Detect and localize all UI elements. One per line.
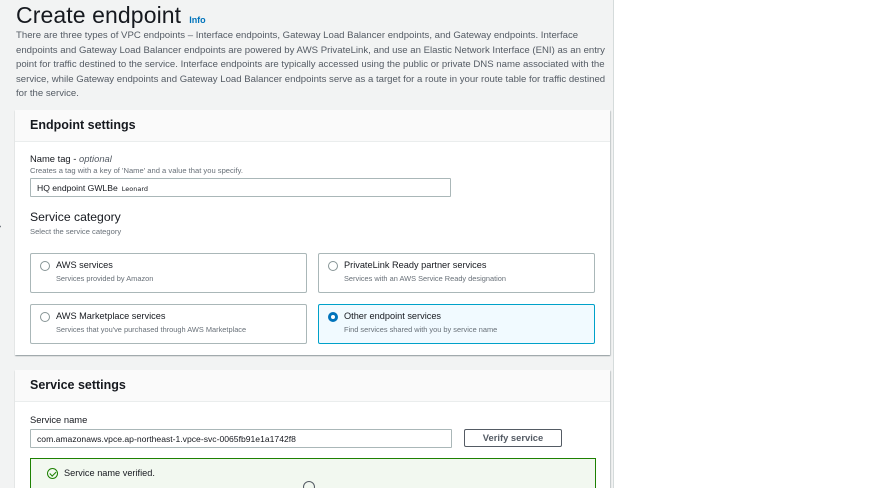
service-option-other-endpoint[interactable] bbox=[318, 304, 595, 344]
name-tag-value: HQ endpoint GWLBe bbox=[37, 183, 118, 193]
service-option-aws-services[interactable] bbox=[30, 253, 307, 293]
name-tag-input[interactable] bbox=[30, 178, 451, 197]
collapse-arrow-icon[interactable] bbox=[0, 222, 1, 232]
mouse-cursor-icon bbox=[303, 481, 315, 488]
title-row bbox=[16, 2, 206, 29]
option-description: Services with an AWS Service Ready designation bbox=[344, 274, 506, 283]
name-tag-label-text: Name tag - bbox=[30, 153, 79, 164]
page-description: There are three types of VPC endpoints – Interface endpoints, Gateway Load Balancer endpoints, and Gateway endpoints. Interface endpoints and Gateway Load Balancer endpoints are powered by AWS PrivateLink, and use an Elastic Network Interface (ENI) as an entry point for traffic destined to the service. Interface endpoints are typically accessed using the public or private DNS name associated with the service, while Gateway endpoints and Gateway Load Balancer endpoints serve as a target for a route in your route table for traffic destined for the service. bbox=[16, 30, 606, 100]
optional-label: optional bbox=[78, 153, 112, 164]
service-category-title: Service category bbox=[30, 210, 121, 224]
endpoint-settings-title: Endpoint settings bbox=[30, 118, 136, 132]
service-category-description: Select the service category bbox=[30, 227, 122, 236]
radio-aws-services[interactable] bbox=[40, 261, 50, 271]
name-tag-label bbox=[30, 153, 112, 164]
blank-area bbox=[614, 0, 880, 488]
page-title: Create endpoint bbox=[16, 2, 182, 28]
check-circle-icon bbox=[47, 468, 58, 479]
option-description: Services provided by Amazon bbox=[56, 274, 154, 283]
option-title: AWS Marketplace services bbox=[56, 311, 166, 321]
radio-aws-marketplace[interactable] bbox=[40, 312, 50, 322]
service-settings-panel bbox=[15, 370, 610, 488]
radio-other-endpoint[interactable] bbox=[328, 312, 338, 322]
name-tag-annotation: Leonard bbox=[121, 185, 149, 193]
radio-privatelink-partner[interactable] bbox=[328, 261, 338, 271]
option-description: Services that you've purchased through AWS Marketplace bbox=[56, 325, 247, 334]
service-name-input[interactable] bbox=[30, 429, 452, 448]
service-option-aws-marketplace[interactable] bbox=[30, 304, 307, 344]
name-tag-description: Creates a tag with a key of 'Name' and a value that you specify. bbox=[30, 166, 243, 175]
endpoint-settings-header bbox=[15, 110, 610, 142]
verify-service-button[interactable]: Verify service bbox=[464, 429, 562, 447]
service-name-value: com.amazonaws.vpce.ap-northeast-1.vpce-svc-0065fb91e1a1742f8 bbox=[37, 434, 296, 444]
service-settings-title: Service settings bbox=[30, 378, 126, 392]
option-title: Other endpoint services bbox=[344, 311, 442, 321]
option-title: AWS services bbox=[56, 260, 113, 270]
option-title: PrivateLink Ready partner services bbox=[344, 260, 487, 270]
option-description: Find services shared with you by service name bbox=[344, 325, 498, 334]
service-option-privatelink-partner[interactable] bbox=[318, 253, 595, 293]
info-link[interactable]: Info bbox=[189, 15, 206, 25]
verified-message: Service name verified. bbox=[64, 468, 155, 478]
endpoint-settings-panel bbox=[15, 110, 610, 355]
service-settings-header bbox=[15, 370, 610, 402]
service-name-label: Service name bbox=[30, 414, 88, 425]
